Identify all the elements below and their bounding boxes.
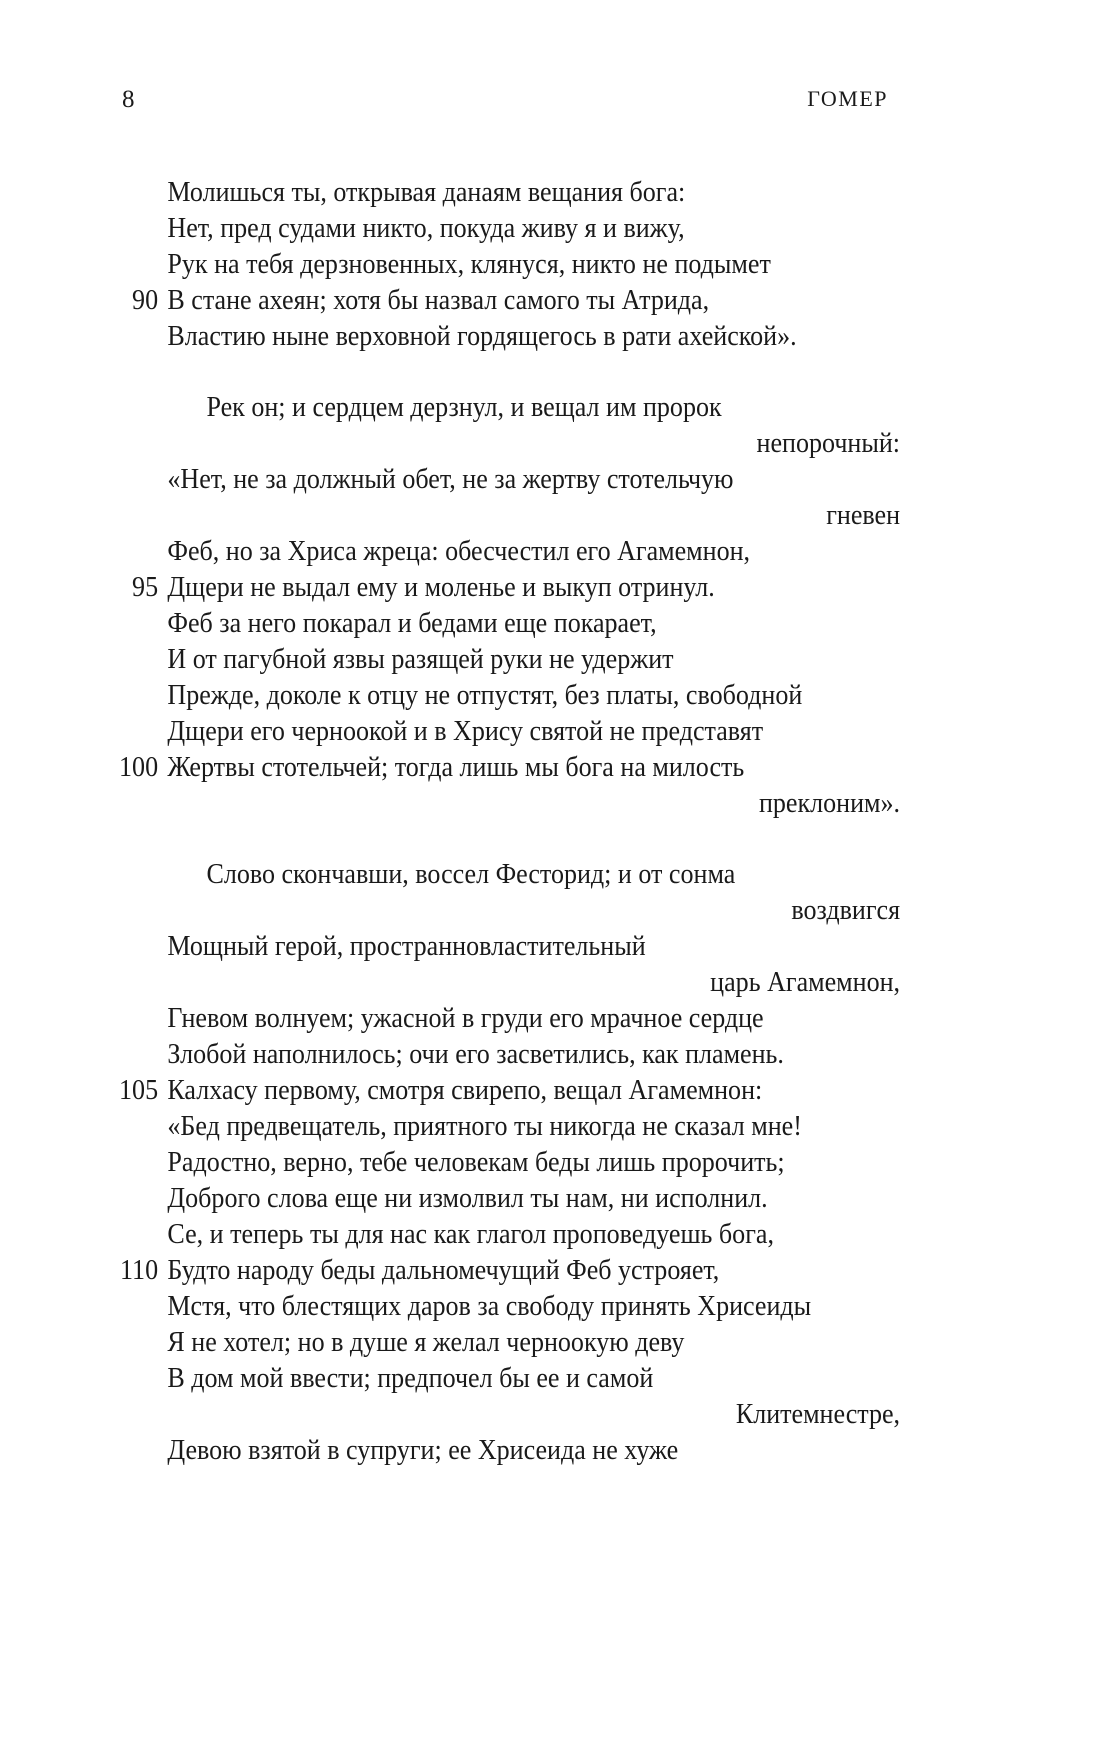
verse-line	[0, 175, 1023, 211]
verse-line	[0, 319, 1023, 355]
verse-line	[0, 1109, 1023, 1145]
line-number: 100	[119, 752, 159, 783]
verse-line	[0, 642, 1023, 678]
verse-line	[0, 211, 1023, 247]
verse-line	[0, 534, 1023, 570]
poem-body	[0, 175, 1100, 1469]
verse-line	[0, 1289, 1023, 1325]
verse-line	[0, 678, 1023, 714]
verse-text: Клитемнестре,	[735, 1399, 901, 1430]
verse-text: царь Агамемнон,	[710, 967, 901, 998]
verse-text: воздвигся	[791, 895, 901, 926]
verse-line-continuation	[77, 965, 1100, 1001]
verse-text: Властию ныне верховной гордящегось в рати ахейской».	[167, 321, 797, 352]
running-title: ГОМЕР	[807, 86, 888, 111]
verse-text: Феб за него покарал и бедами еще покарает,	[167, 608, 657, 639]
page-number: 8	[122, 86, 135, 113]
verse-line	[0, 1253, 1023, 1289]
verse-text: Я не хотел; но в душе я желал черноокую деву	[167, 1327, 685, 1358]
line-number: 90	[132, 285, 159, 316]
line-number: 95	[132, 572, 159, 603]
verse-text: Будто народу беды дальномечущий Феб устрояет,	[167, 1255, 720, 1286]
verse-text: Рек он; и сердцем дерзнул, и вещал им пророк	[206, 392, 722, 423]
stanza-break	[0, 822, 1100, 857]
verse-text: Девою взятой в супруги; ее Хрисеида не хуже	[167, 1435, 679, 1466]
line-number: 110	[119, 1255, 159, 1286]
verse-line	[0, 1433, 1023, 1469]
verse-line	[0, 606, 1023, 642]
verse-line	[0, 247, 1023, 283]
verse-line-continuation	[77, 426, 1100, 462]
verse-line	[0, 462, 1023, 498]
verse-line	[0, 1181, 1023, 1217]
verse-text: Дщери не выдал ему и моленье и выкуп отринул.	[167, 572, 715, 603]
verse-text: Нет, пред судами никто, покуда живу я и вижу,	[167, 213, 685, 244]
verse-line	[0, 714, 1023, 750]
verse-line-continuation	[77, 786, 1100, 822]
verse-text: Прежде, доколе к отцу не отпустят, без платы, свободной	[167, 680, 803, 711]
verse-line-continuation	[77, 498, 1100, 534]
line-number: 105	[119, 1075, 159, 1106]
verse-line	[0, 1001, 1023, 1037]
verse-line	[0, 1145, 1023, 1181]
verse-text: Мстя, что блестящих даров за свободу принять Хрисеиды	[167, 1291, 812, 1322]
verse-line	[0, 283, 1023, 319]
verse-text: В дом мой ввести; предпочел бы ее и самой	[167, 1363, 654, 1394]
verse-text: В стане ахеян; хотя бы назвал самого ты Атрида,	[167, 285, 710, 316]
verse-text: непорочный:	[756, 428, 901, 459]
verse-text: преклоним».	[758, 788, 901, 819]
verse-line-continuation	[77, 1397, 1100, 1433]
verse-text: Злобой наполнилось; очи его засветились, как пламень.	[167, 1039, 784, 1070]
verse-text: Жертвы стотельчей; тогда лишь мы бога на милость	[167, 752, 745, 783]
verse-text: Дщери его черноокой и в Хрису святой не представят	[167, 716, 764, 747]
verse-text: гневен	[826, 500, 901, 531]
verse-text: Мощный герой, пространновластительный	[167, 931, 646, 962]
stanza-break	[0, 355, 1100, 390]
verse-text: «Бед предвещатель, приятного ты никогда не сказал мне!	[167, 1111, 802, 1142]
verse-text: Молишься ты, открывая данаям вещания бога:	[167, 177, 686, 208]
verse-text: Калхасу первому, смотря свирепо, вещал Агамемнон:	[167, 1075, 763, 1106]
verse-line	[0, 1325, 1023, 1361]
verse-text: «Нет, не за должный обет, не за жертву стотельчую	[167, 464, 734, 495]
verse-text: Гневом волнуем; ужасной в груди его мрачное сердце	[167, 1003, 764, 1034]
running-header	[0, 86, 1100, 122]
verse-line	[0, 750, 1023, 786]
verse-text: Радостно, верно, тебе человекам беды лишь пророчить;	[167, 1147, 785, 1178]
verse-text: Се, и теперь ты для нас как глагол проповедуешь бога,	[167, 1219, 774, 1250]
verse-text: Рук на тебя дерзновенных, клянуся, никто не подымет	[167, 249, 771, 280]
verse-line	[0, 1361, 1023, 1397]
verse-line	[0, 1073, 1023, 1109]
verse-line	[0, 857, 1023, 893]
verse-text: Слово скончавши, воссел Фесторид; и от сонма	[206, 859, 736, 890]
verse-text: Феб, но за Хриса жреца: обесчестил его Агамемнон,	[167, 536, 751, 567]
verse-line-continuation	[77, 893, 1100, 929]
verse-line	[0, 570, 1023, 606]
verse-line	[0, 390, 1023, 426]
verse-text: Доброго слова еще ни измолвил ты нам, ни исполнил.	[167, 1183, 768, 1214]
verse-line	[0, 929, 1023, 965]
verse-line	[0, 1037, 1023, 1073]
verse-text: И от пагубной язвы разящей руки не удержит	[167, 644, 674, 675]
verse-line	[0, 1217, 1023, 1253]
